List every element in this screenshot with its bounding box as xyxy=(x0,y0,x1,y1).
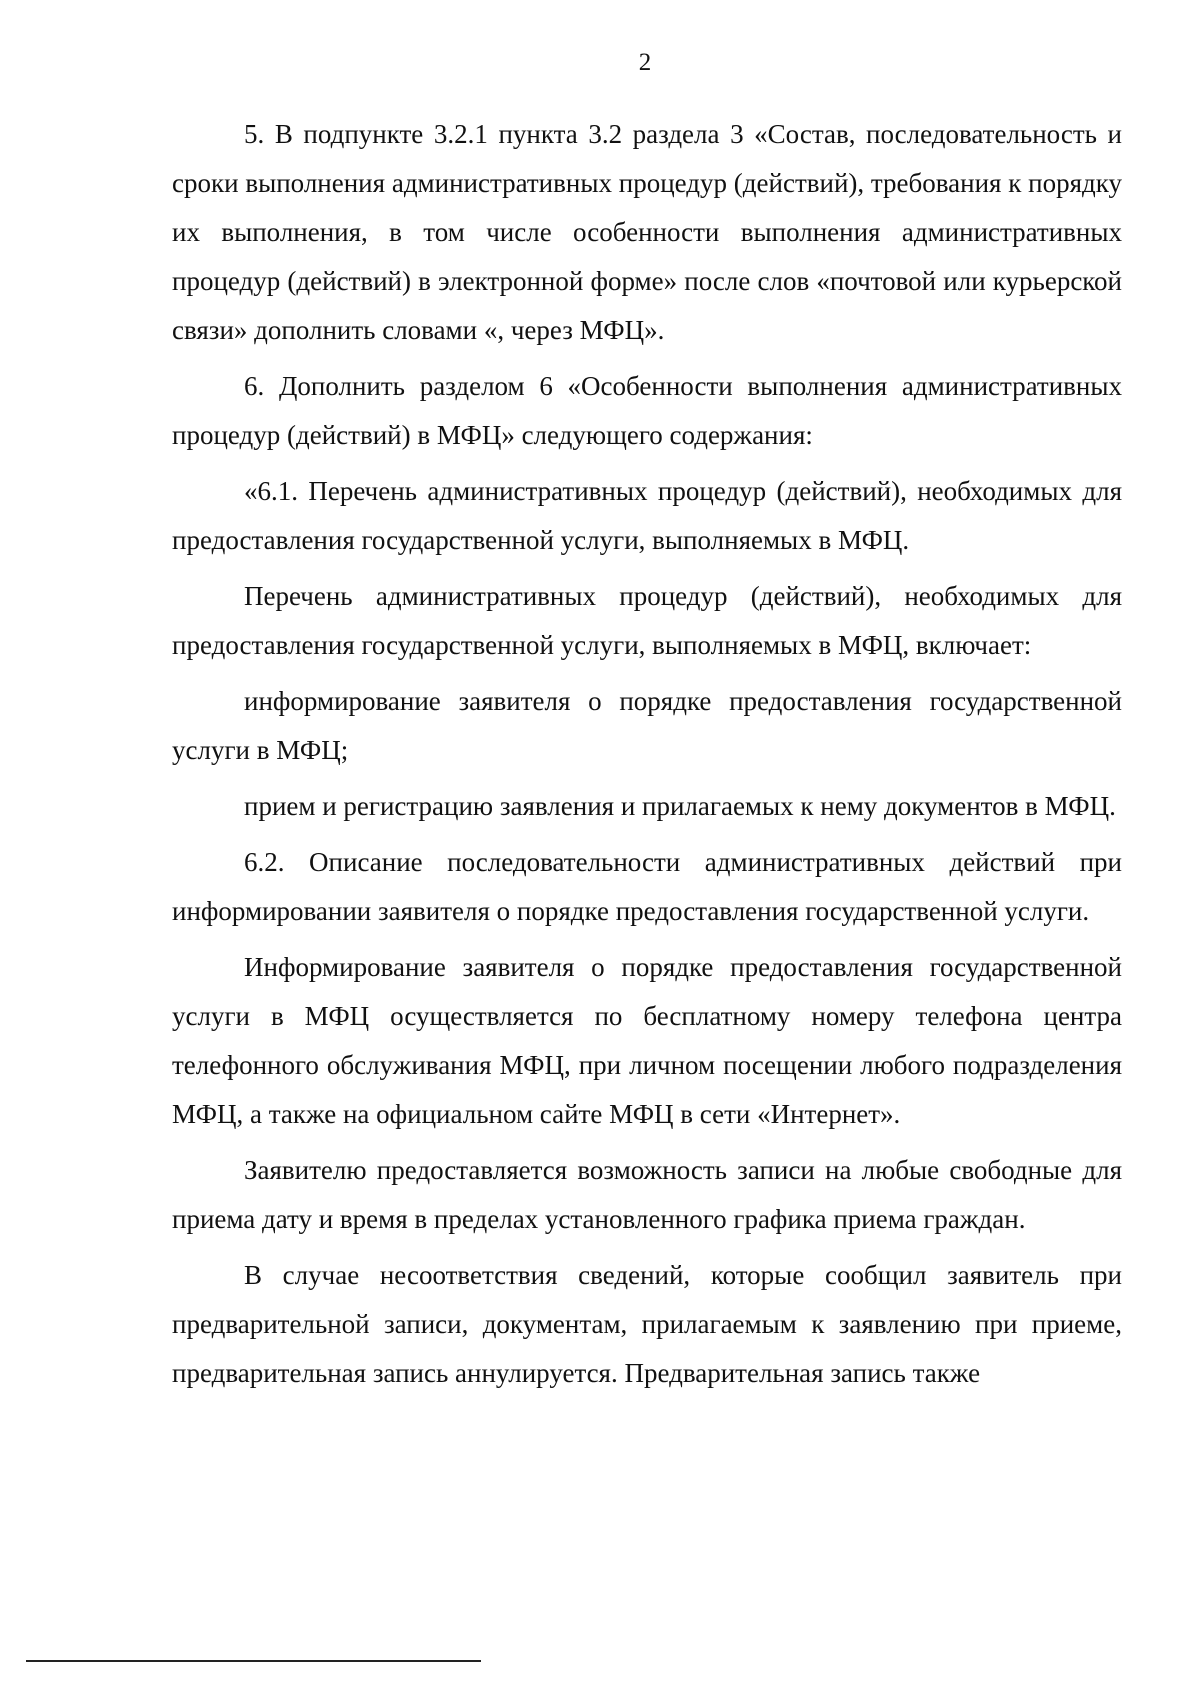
paragraph-cancellation: В случае несоответствия сведений, которые сообщил заявитель при предварительной записи, документам, прилагаемым к заявлению при приеме, предварительная запись аннулируется. Предварительная запись также xyxy=(172,1260,1122,1388)
paragraph-registration-item: прием и регистрацию заявления и прилагаемых к нему документов в МФЦ. xyxy=(244,791,1116,821)
paragraph-informing-item: информирование заявителя о порядке предоставления государственной услуги в МФЦ; xyxy=(172,686,1122,765)
paragraph-6-2: 6.2. Описание последовательности административных действий при информировании заявителя о порядке предоставления государственной услуги. xyxy=(172,847,1122,926)
paragraph-appointment: Заявителю предоставляется возможность записи на любые свободные для приема дату и время в пределах установленного графика приема граждан. xyxy=(172,1155,1122,1234)
paragraph-procedures-list: Перечень административных процедур (действий), необходимых для предоставления государственной услуги, выполняемых в МФЦ, включает: xyxy=(172,581,1122,660)
paragraph-6: 6. Дополнить разделом 6 «Особенности выполнения административных процедур (действий) в МФЦ» следующего содержания: xyxy=(172,371,1122,450)
footer-rule xyxy=(26,1660,481,1662)
paragraph-6-1: «6.1. Перечень административных процедур (действий), необходимых для предоставления государственной услуги, выполняемых в МФЦ. xyxy=(172,476,1122,555)
paragraph-5: 5. В подпункте 3.2.1 пункта 3.2 раздела 3 «Состав, последовательность и сроки выполнения административных процедур (действий), требования к порядку их выполнения, в том числе особенности выполнения административных процедур (действий) в электронной форме» после слов «почтовой или курьерской связи» дополнить словами «, через МФЦ». xyxy=(172,119,1122,345)
paragraph-informing-channels: Информирование заявителя о порядке предоставления государственной услуги в МФЦ осуществляется по бесплатному номеру телефона центра телефонного обслуживания МФЦ, при личном посещении любого подразделения МФЦ, а также на официальном сайте МФЦ в сети «Интернет». xyxy=(172,952,1122,1129)
page-number: 2 xyxy=(638,49,652,76)
document-body xyxy=(172,110,1122,1398)
